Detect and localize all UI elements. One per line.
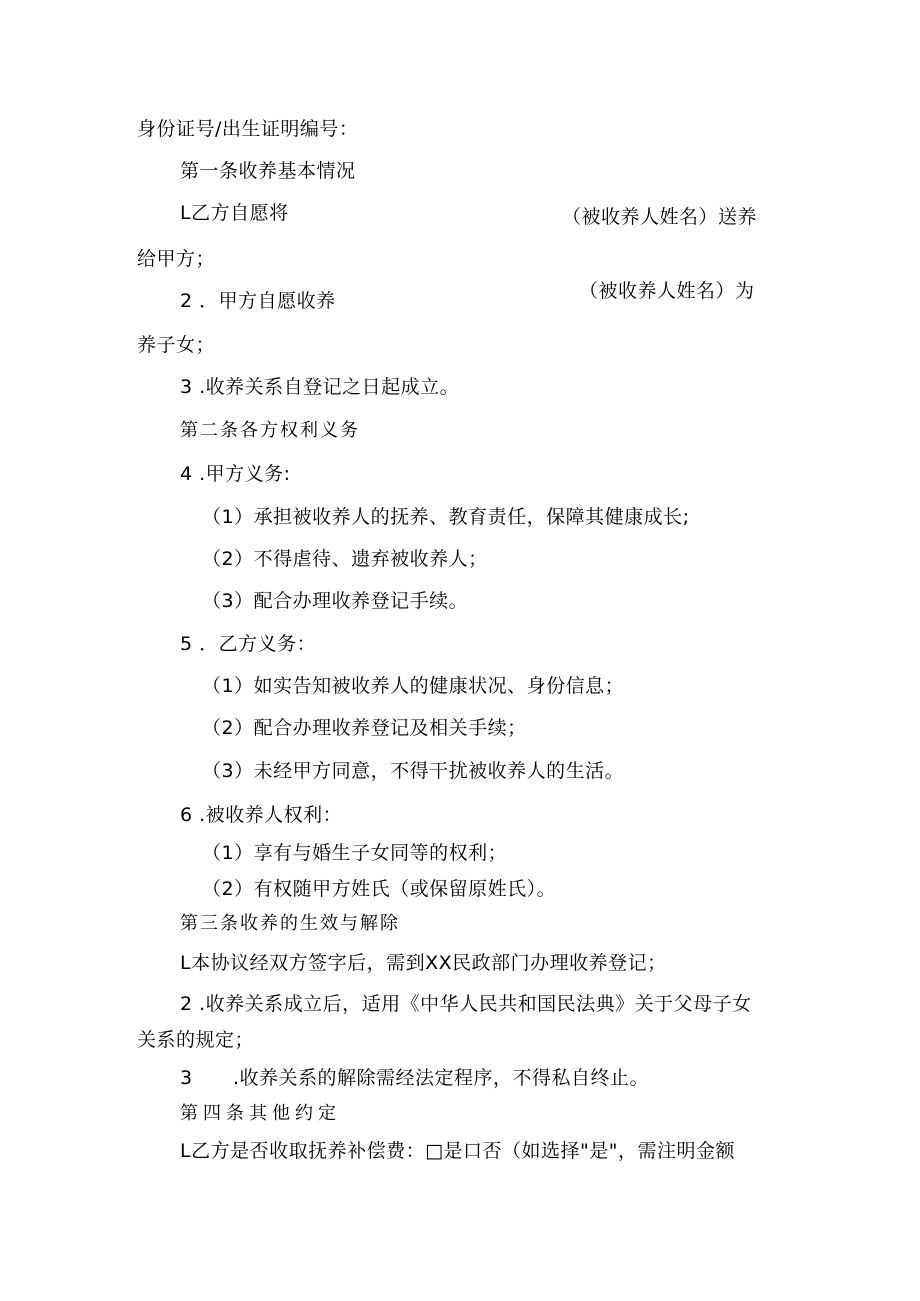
art2-item6-sub1: （1）享有与婚生子女同等的权利； <box>202 842 508 864</box>
art1-item2-cont: 养子女； <box>137 334 216 356</box>
art2-item6: 6 .被收养人权利： <box>180 804 343 826</box>
art2-item5: 5 ．乙方义务： <box>180 633 317 655</box>
art2-item5-sub2: （2）配合办理收养登记及相关手续； <box>202 717 527 739</box>
art3-item1: L本协议经双方签字后，需到XX民政部门办理收养登记； <box>180 952 667 974</box>
article-1-heading: 第一条收养基本情况 <box>180 160 356 182</box>
art1-item1-cont: 给甲方； <box>137 248 216 270</box>
art3-item3-number: 3 <box>180 1067 193 1089</box>
art2-item4-sub3: （3）配合办理收养登记手续。 <box>202 590 469 612</box>
art2-item4-sub1: （1）承担被收养人的抚养、教育责任，保障其健康成长; <box>202 506 690 528</box>
art2-item5-sub3: （3）未经甲方同意，不得干扰被收养人的生活。 <box>202 760 625 782</box>
article-2-heading: 第二条各方权利义务 <box>180 420 360 441</box>
id-number-line: 身份证号/出生证明编号： <box>137 118 359 140</box>
art2-item4-sub2: （2）不得虐待、遗弃被收养人； <box>202 548 488 570</box>
article-3-heading: 第三条收养的生效与解除 <box>180 913 400 934</box>
art1-item3: 3 .收养关系自登记之日起成立。 <box>180 376 460 398</box>
art2-item6-sub2: （2）有权随甲方姓氏（或保留原姓氏）。 <box>202 878 557 900</box>
art1-item2-start: 2 ．甲方自愿收养 <box>180 290 336 312</box>
art2-item4: 4 .甲方义务: <box>180 463 291 485</box>
art4-item1: L乙方是否收取抚养补偿费：□是口否（如选择"是"，需注明金额 <box>180 1140 736 1162</box>
art3-item2-cont: 关系的规定； <box>137 1029 255 1051</box>
art3-item3: .收养关系的解除需经法定程序，不得私自终止。 <box>233 1067 650 1089</box>
art2-item5-sub1: （1）如实告知被收养人的健康状况、身份信息； <box>202 675 625 697</box>
art1-item1-start: L乙方自愿将 <box>180 202 289 224</box>
art3-item2: 2 .收养关系成立后，适用《中华人民共和国民法典》关于父母子女 <box>180 993 752 1015</box>
art1-item1-end: （被收养人姓名）送养 <box>562 206 758 228</box>
article-4-heading: 第四条其他约定 <box>180 1103 341 1124</box>
art1-item2-end: （被收养人姓名）为 <box>579 280 755 302</box>
